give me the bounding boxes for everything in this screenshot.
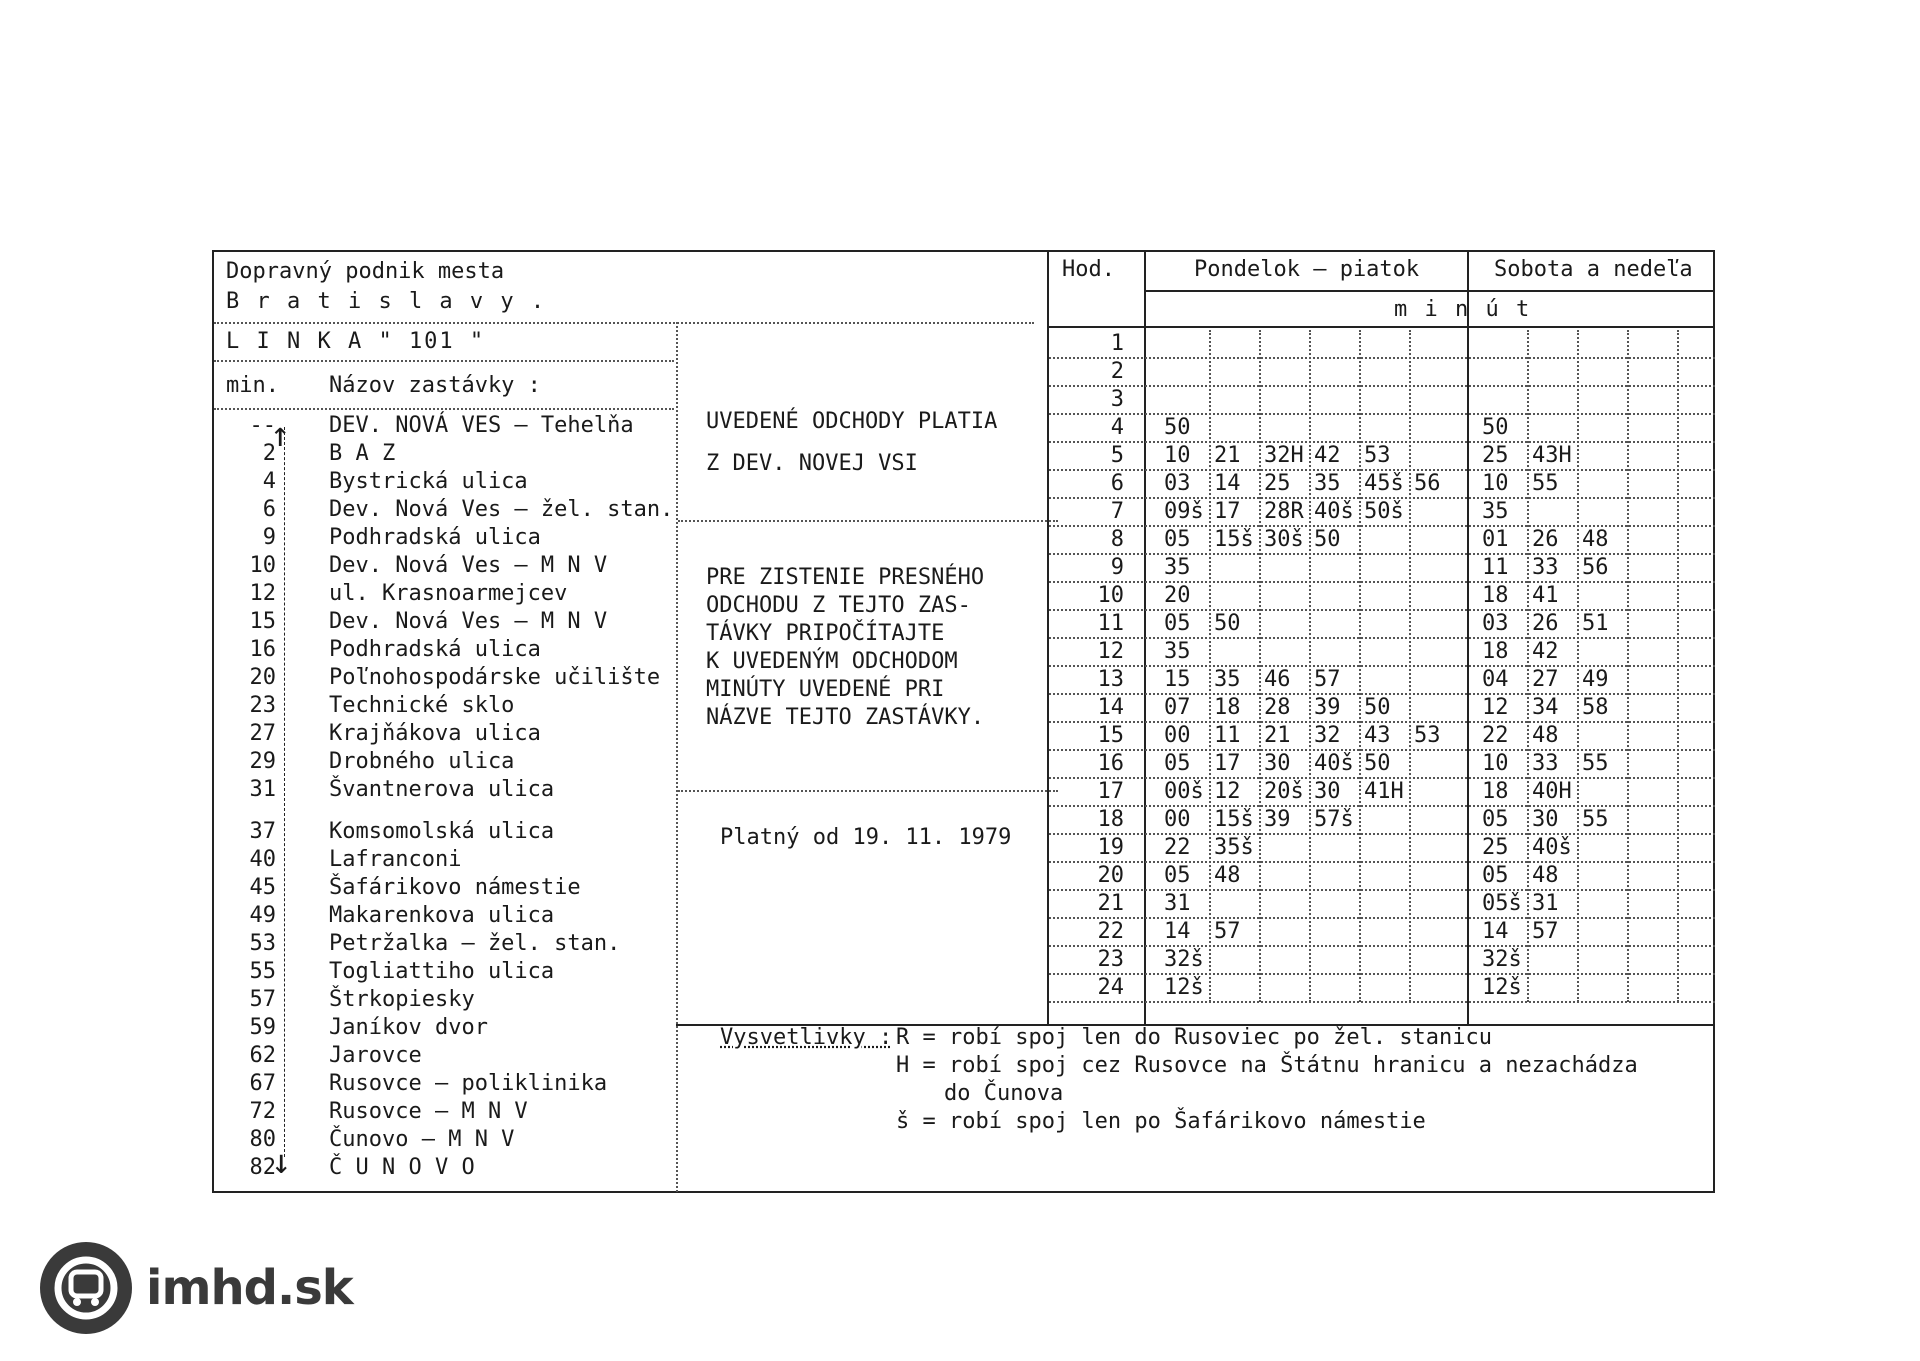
legend-r: R = robí spoj len do Rusoviec po žel. stanicu [896,1025,1493,1050]
legend-h: H = robí spoj cez Rusovce na Štátnu hranicu a nezachádza [896,1053,1638,1078]
weekend-minute-cell: 05 [1482,863,1509,888]
stop-name: Lafranconi [329,847,462,872]
stop-minute: 45 [249,875,276,900]
weekday-minute-cell: 35š [1214,835,1254,860]
weekend-minute-cell: 18 [1482,639,1509,664]
weekend-minute-cell: 27 [1532,667,1559,692]
timetable-row [214,330,1717,358]
weekend-minute-cell: 33 [1532,555,1559,580]
departure-note-line2: Z DEV. NOVEJ VSI [706,451,918,476]
weekend-minute-cell: 40H [1532,779,1572,804]
weekend-minute-cell: 56 [1582,555,1609,580]
hour-cell: 19 [1097,835,1124,860]
weekend-minute-cell: 11 [1482,555,1509,580]
exact-note-line: PRE ZISTENIE PRESNÉHO [706,565,985,590]
weekday-minute-cell: 30 [1264,751,1291,776]
stop-name: Krajňákova ulica [329,721,541,746]
weekend-minute-cell: 12š [1482,975,1522,1000]
stop-minute: 10 [249,553,276,578]
weekday-minute-cell: 18 [1214,695,1241,720]
exact-note-line: K UVEDENÝM ODCHODOM [706,649,958,674]
stop-minute: 4 [262,469,276,494]
legend-s: š = robí spoj len po Šafárikovo námestie [896,1109,1426,1134]
hour-cell: 8 [1110,527,1124,552]
hour-cell: 12 [1097,639,1124,664]
stop-minute: 62 [249,1043,276,1068]
stop-name: Dev. Nová Ves – žel. stan. [329,497,674,522]
stop-name-column-label: Názov zastávky : [329,373,541,398]
weekend-minute-cell: 25 [1482,443,1509,468]
stop-name: Podhradská ulica [329,525,541,550]
weekend-minute-cell: 25 [1482,835,1509,860]
timetable-row [214,610,1717,638]
weekend-minute-cell: 50 [1482,415,1509,440]
weekday-minute-cell: 50 [1364,751,1391,776]
departure-note-line1: UVEDENÉ ODCHODY PLATIA [706,409,998,434]
weekend-minute-cell: 18 [1482,779,1509,804]
stop-minute: 29 [249,749,276,774]
weekday-minute-cell: 31 [1164,891,1191,916]
weekday-minute-cell: 07 [1164,695,1191,720]
stop-minute: 55 [249,959,276,984]
stop-name: Petržalka – žel. stan. [329,931,621,956]
minutes-column-label: min. [226,373,279,398]
weekday-minute-cell: 05 [1164,863,1191,888]
stop-name: Janíkov dvor [329,1015,488,1040]
hour-cell: 4 [1110,415,1124,440]
stop-name: Dev. Nová Ves – M N V [329,609,608,634]
weekend-header: Sobota a nedeľa [1494,257,1693,282]
weekday-minute-cell: 15 [1164,667,1191,692]
weekday-minute-cell: 12š [1164,975,1204,1000]
weekend-minute-cell: 05š [1482,891,1522,916]
hour-cell: 2 [1110,359,1124,384]
stop-minute: 31 [249,777,276,802]
exact-note-line: ODCHODU Z TEJTO ZAS- [706,593,971,618]
stop-name: Togliattiho ulica [329,959,555,984]
exact-note-line: TÁVKY PRIPOČÍTAJTE [706,621,945,646]
stop-name: DEV. NOVÁ VES – Tehelňa [329,413,634,438]
weekend-minute-cell: 33 [1532,751,1559,776]
timetable-row [214,554,1717,582]
weekend-minute-cell: 30 [1532,807,1559,832]
weekday-minute-cell: 17 [1214,751,1241,776]
weekday-minute-cell: 32 [1314,723,1341,748]
weekend-minute-cell: 26 [1532,611,1559,636]
weekday-header: Pondelok – piatok [1194,257,1420,282]
weekday-minute-cell: 14 [1164,919,1191,944]
weekend-minute-cell: 48 [1532,723,1559,748]
weekend-minute-cell: 55 [1582,751,1609,776]
weekday-minute-cell: 20 [1164,583,1191,608]
hour-column-header: Hod. [1062,257,1115,282]
timetable-row [214,582,1717,610]
weekday-minute-cell: 30 [1314,779,1341,804]
weekday-minute-cell: 28R [1264,499,1304,524]
weekend-minute-cell: 22 [1482,723,1509,748]
weekend-minute-cell: 40š [1532,835,1572,860]
stop-minute: 23 [249,693,276,718]
stop-name: Č U N O V O [329,1155,475,1180]
hour-cell: 10 [1097,583,1124,608]
weekday-minute-cell: 03 [1164,471,1191,496]
timetable-row [214,890,1717,918]
weekend-minute-cell: 31 [1532,891,1559,916]
timetable-row [214,778,1717,806]
timetable-row [214,470,1717,498]
weekday-minute-cell: 21 [1264,723,1291,748]
minutes-header: m i n ú t [1394,297,1532,322]
company-name: Dopravný podnik mesta [226,259,505,284]
timetable-row [214,498,1717,526]
timetable-row [214,806,1717,834]
hour-cell: 24 [1097,975,1124,1000]
weekday-minute-cell: 15š [1214,527,1254,552]
stop-minute: 80 [249,1127,276,1152]
stop-minute: 15 [249,609,276,634]
arrow-down-icon: ↓ [271,1142,292,1182]
stop-name: Čunovo – M N V [329,1127,515,1152]
stop-name: Rusovce – M N V [329,1099,528,1124]
weekend-minute-cell: 58 [1582,695,1609,720]
stop-minute: 12 [249,581,276,606]
brand-name: imhd.sk [146,1260,353,1316]
weekday-minute-cell: 05 [1164,751,1191,776]
hour-cell: 11 [1097,611,1124,636]
timetable-row [214,834,1717,862]
weekday-minute-cell: 53 [1364,443,1391,468]
hour-cell: 15 [1097,723,1124,748]
timetable-row [214,974,1717,1002]
stop-minute: 57 [249,987,276,1012]
weekday-minute-cell: 40š [1314,499,1354,524]
exact-note-line: MINÚTY UVEDENÉ PRI [706,677,945,702]
weekday-minute-cell: 00š [1164,779,1204,804]
hour-cell: 5 [1110,443,1124,468]
hour-cell: 23 [1097,947,1124,972]
stop-name: Jarovce [329,1043,422,1068]
hour-cell: 6 [1110,471,1124,496]
stop-minute: 49 [249,903,276,928]
weekday-minute-cell: 40š [1314,751,1354,776]
bus-in-circle-icon [40,1242,132,1334]
weekend-minute-cell: 10 [1482,751,1509,776]
weekday-minute-cell: 11 [1214,723,1241,748]
weekday-minute-cell: 50 [1314,527,1341,552]
weekday-minute-cell: 42 [1314,443,1341,468]
weekday-minute-cell: 14 [1214,471,1241,496]
stop-name: ul. Krasnoarmejcev [329,581,568,606]
weekday-minute-cell: 35 [1314,471,1341,496]
legend-h-cont: do Čunova [944,1081,1064,1106]
stop-minute: 72 [249,1099,276,1124]
stop-name: Technické sklo [329,693,515,718]
weekday-minute-cell: 25 [1264,471,1291,496]
hour-cell: 13 [1097,667,1124,692]
weekend-minute-cell: 18 [1482,583,1509,608]
weekday-minute-cell: 57 [1314,667,1341,692]
weekday-minute-cell: 41H [1364,779,1404,804]
stop-minute: 16 [249,637,276,662]
legend-title: Vysvetlivky : [720,1025,893,1050]
weekday-minute-cell: 57 [1214,919,1241,944]
weekday-minute-cell: 46 [1264,667,1291,692]
weekend-minute-cell: 01 [1482,527,1509,552]
company-city: B r a t i s l a v y . [226,289,547,314]
hour-cell: 14 [1097,695,1124,720]
weekend-minute-cell: 35 [1482,499,1509,524]
weekend-minute-cell: 12 [1482,695,1509,720]
weekday-minute-cell: 22 [1164,835,1191,860]
timetable-row [214,666,1717,694]
imhd-logo [40,1242,353,1334]
weekend-minute-cell: 41 [1532,583,1559,608]
weekday-minute-cell: 43 [1364,723,1391,748]
hour-cell: 21 [1097,891,1124,916]
weekend-minute-cell: 14 [1482,919,1509,944]
weekend-minute-cell: 57 [1532,919,1559,944]
weekday-minute-cell: 12 [1214,779,1241,804]
timetable-row [214,946,1717,974]
weekday-minute-cell: 50š [1364,499,1404,524]
hour-cell: 18 [1097,807,1124,832]
weekday-minute-cell: 45š [1364,471,1404,496]
timetable-grid [214,330,1717,1020]
stop-name: Šafárikovo námestie [329,875,581,900]
stop-minute: 9 [262,525,276,550]
weekday-minute-cell: 56 [1414,471,1441,496]
timetable-row [214,638,1717,666]
weekday-minute-cell: 00 [1164,723,1191,748]
weekend-minute-cell: 55 [1532,471,1559,496]
weekend-minute-cell: 05 [1482,807,1509,832]
weekend-minute-cell: 10 [1482,471,1509,496]
timetable-row [214,694,1717,722]
hour-cell: 1 [1110,331,1124,356]
timetable-row [214,750,1717,778]
hour-cell: 7 [1110,499,1124,524]
timetable-row [214,526,1717,554]
stop-name: Dev. Nová Ves – M N V [329,553,608,578]
exact-note-line: NÁZVE TEJTO ZASTÁVKY. [706,705,985,730]
weekend-minute-cell: 55 [1582,807,1609,832]
weekday-minute-cell: 21 [1214,443,1241,468]
stop-minute: 6 [262,497,276,522]
weekend-minute-cell: 42 [1532,639,1559,664]
stop-name: Makarenkova ulica [329,903,555,928]
weekday-minute-cell: 05 [1164,611,1191,636]
weekend-minute-cell: 04 [1482,667,1509,692]
weekday-minute-cell: 09š [1164,499,1204,524]
stop-name: Bystrická ulica [329,469,528,494]
weekday-minute-cell: 32š [1164,947,1204,972]
stop-minute: 37 [249,819,276,844]
hour-cell: 22 [1097,919,1124,944]
weekday-minute-cell: 53 [1414,723,1441,748]
weekend-minute-cell: 34 [1532,695,1559,720]
arrow-up-icon: ↑ [270,415,291,455]
weekday-minute-cell: 00 [1164,807,1191,832]
stop-name: Rusovce – poliklinika [329,1071,608,1096]
weekend-minute-cell: 26 [1532,527,1559,552]
weekday-minute-cell: 50 [1364,695,1391,720]
stop-minute: -- [249,413,276,438]
hour-cell: 17 [1097,779,1124,804]
timetable-sheet [212,250,1715,1193]
weekday-minute-cell: 05 [1164,527,1191,552]
weekday-minute-cell: 28 [1264,695,1291,720]
valid-from: Platný od 19. 11. 1979 [720,825,1012,850]
timetable-row [214,918,1717,946]
timetable-row [214,358,1717,386]
stop-name: Komsomolská ulica [329,819,555,844]
hour-cell: 9 [1110,555,1124,580]
weekend-minute-cell: 49 [1582,667,1609,692]
stop-minute: 53 [249,931,276,956]
weekend-minute-cell: 48 [1582,527,1609,552]
stop-name: Podhradská ulica [329,637,541,662]
stop-name: B A Z [329,441,396,466]
weekday-minute-cell: 50 [1214,611,1241,636]
weekday-minute-cell: 39 [1314,695,1341,720]
weekend-minute-cell: 43H [1532,443,1572,468]
stop-minute: 2 [262,441,276,466]
stop-name: Švantnerova ulica [329,777,555,802]
timetable-row [214,386,1717,414]
stop-minute: 27 [249,721,276,746]
weekday-minute-cell: 57š [1314,807,1354,832]
weekday-minute-cell: 48 [1214,863,1241,888]
stop-minute: 40 [249,847,276,872]
weekend-minute-cell: 51 [1582,611,1609,636]
timetable-row [214,414,1717,442]
weekday-minute-cell: 50 [1164,415,1191,440]
stop-minute: 59 [249,1015,276,1040]
hour-cell: 16 [1097,751,1124,776]
weekday-minute-cell: 35 [1164,555,1191,580]
stop-name: Štrkopiesky [329,987,475,1012]
timetable-row [214,722,1717,750]
weekday-minute-cell: 20š [1264,779,1304,804]
weekday-minute-cell: 32H [1264,443,1304,468]
stop-minute: 67 [249,1071,276,1096]
timetable-row [214,442,1717,470]
weekday-minute-cell: 15š [1214,807,1254,832]
weekday-minute-cell: 10 [1164,443,1191,468]
weekday-minute-cell: 39 [1264,807,1291,832]
weekday-minute-cell: 35 [1164,639,1191,664]
weekend-minute-cell: 03 [1482,611,1509,636]
weekday-minute-cell: 17 [1214,499,1241,524]
weekday-minute-cell: 30š [1264,527,1304,552]
stop-name: Drobného ulica [329,749,515,774]
stop-name: Poľnohospodárske učilište [329,665,661,690]
hour-cell: 3 [1110,387,1124,412]
timetable-row [214,862,1717,890]
weekend-minute-cell: 32š [1482,947,1522,972]
weekend-minute-cell: 48 [1532,863,1559,888]
line-number: L I N K A " 101 " [226,329,486,354]
weekday-minute-cell: 35 [1214,667,1241,692]
stop-minute: 82 [249,1155,276,1180]
stop-minute: 20 [249,665,276,690]
hour-cell: 20 [1097,863,1124,888]
